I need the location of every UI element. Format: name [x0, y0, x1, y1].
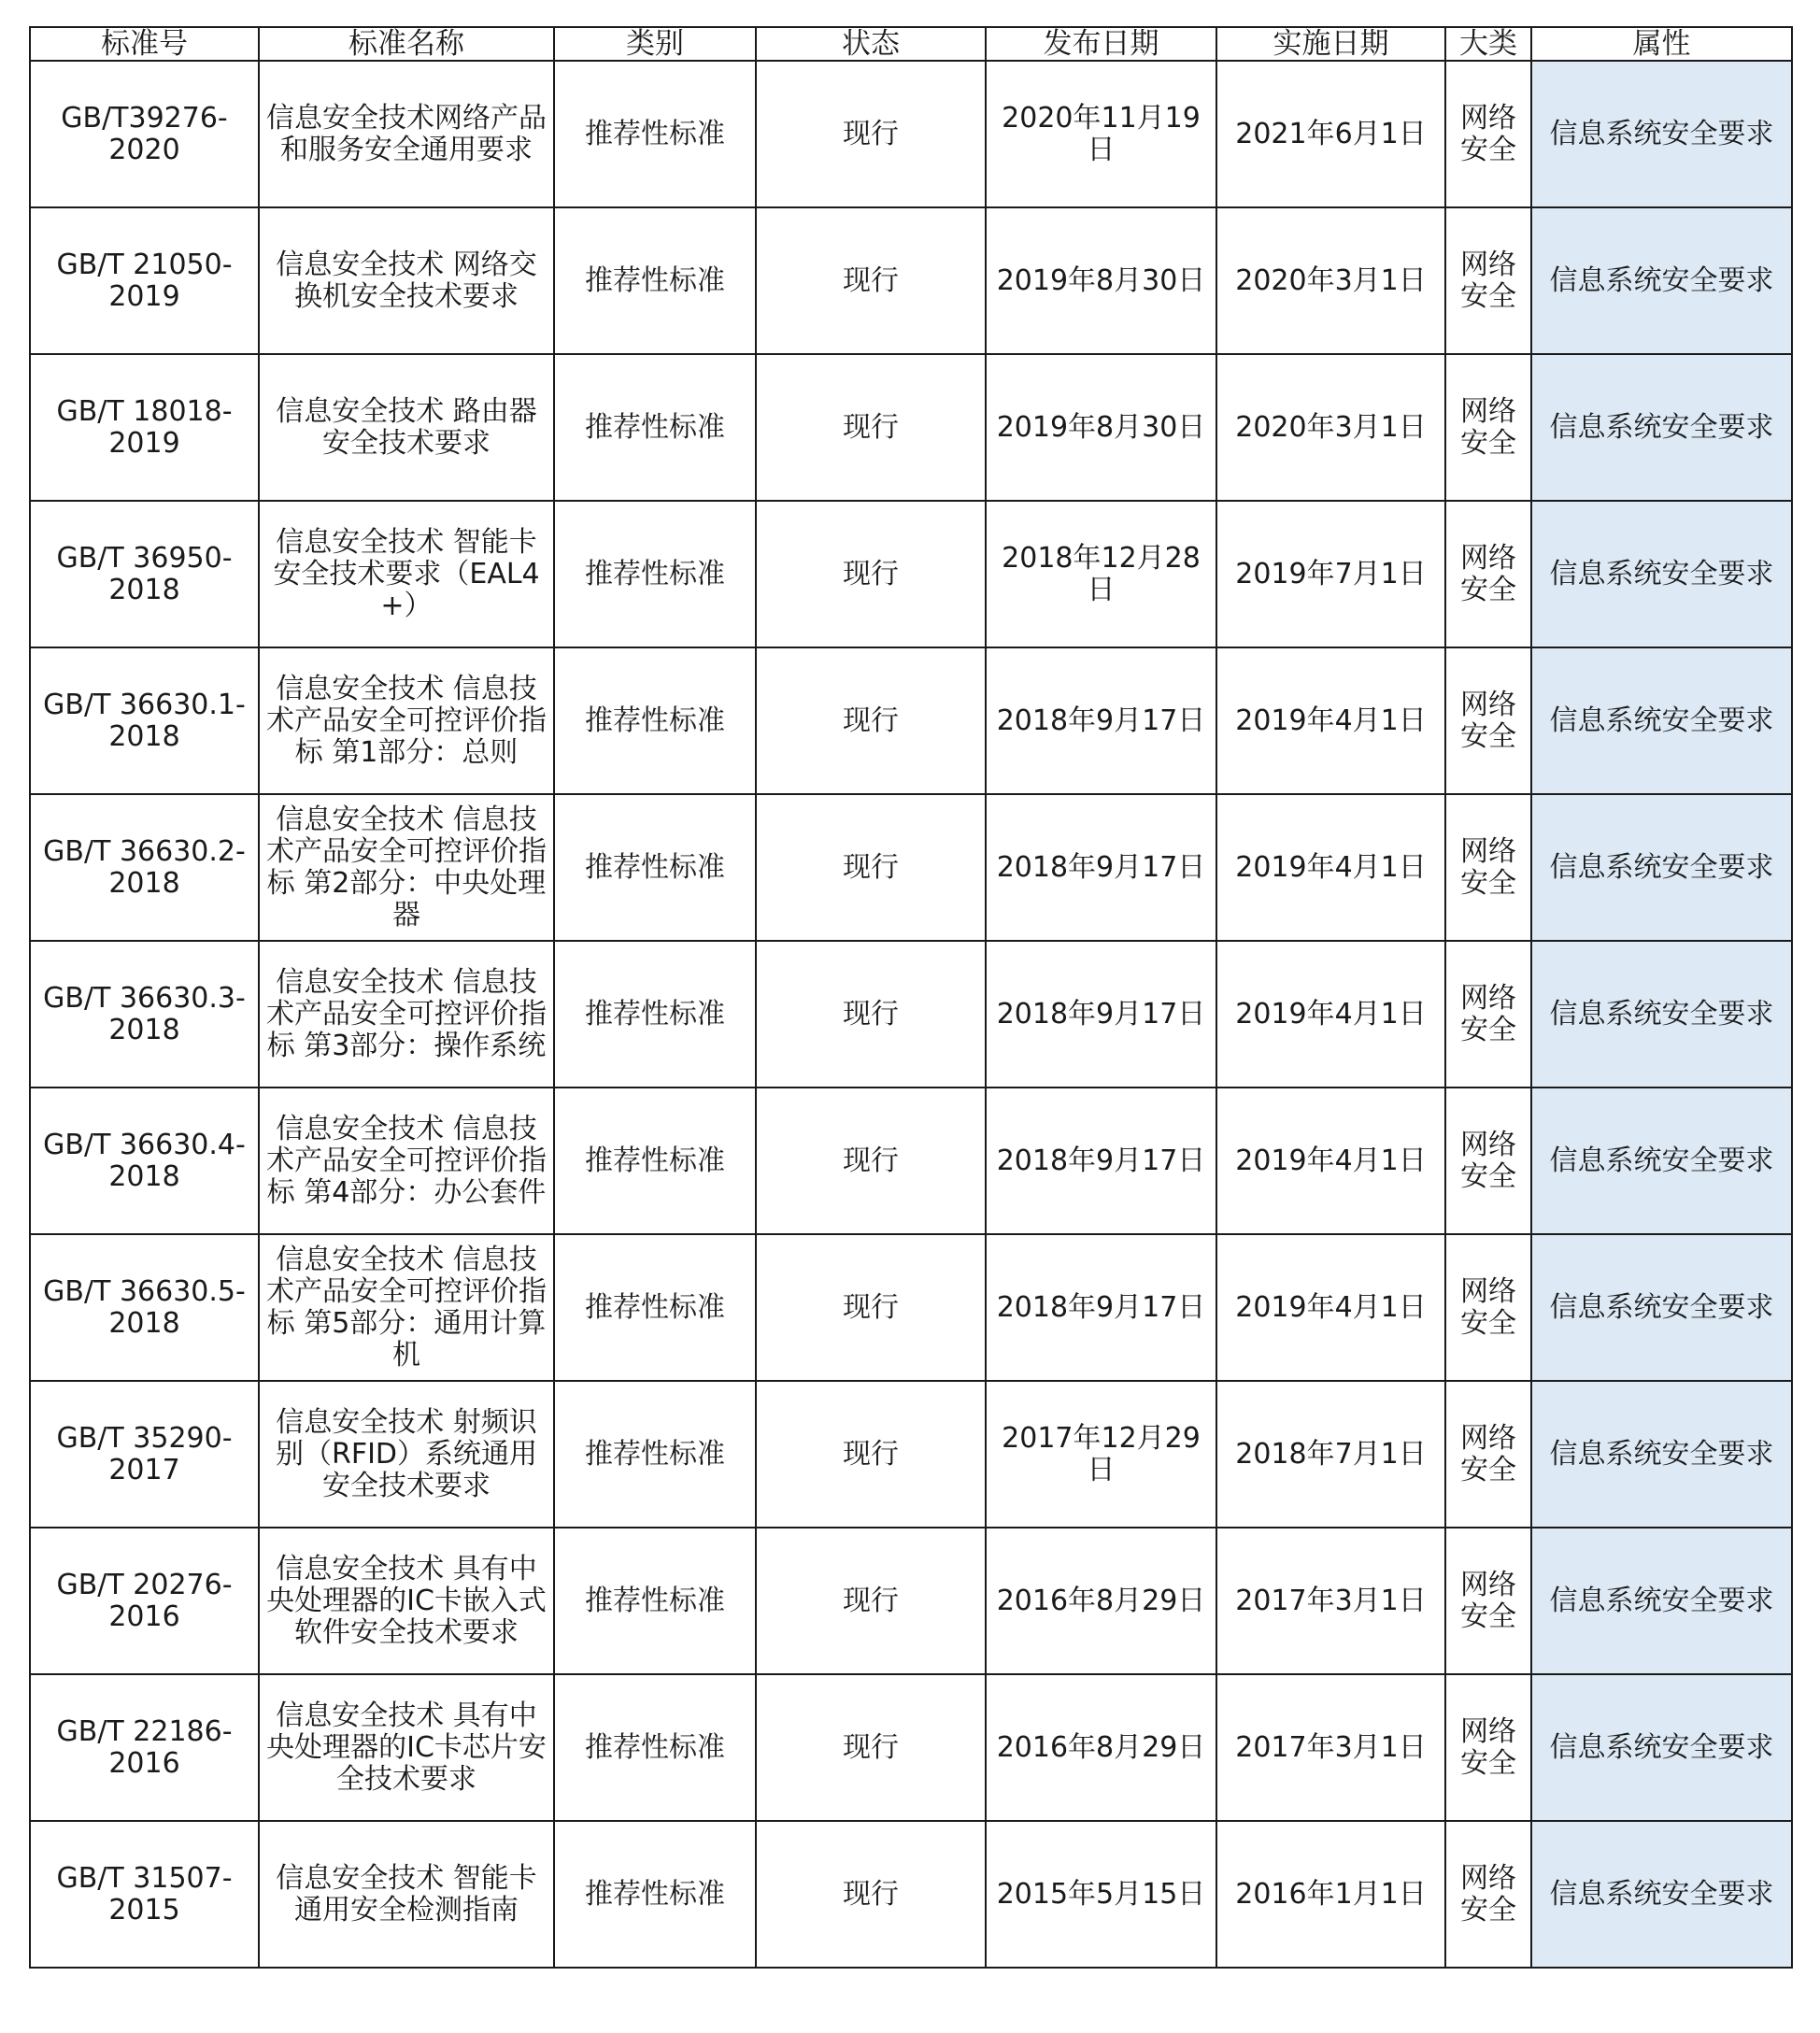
- standard-code-cell: GB/T 36630.5-2018: [30, 1234, 259, 1381]
- status-cell: 现行: [756, 1234, 986, 1381]
- effective-date-cell: 2019年7月1日: [1216, 501, 1445, 647]
- category-cell: 网络安全: [1445, 1528, 1531, 1674]
- published-date-cell: 2019年8月30日: [986, 207, 1216, 354]
- standard-code-cell: GB/T 36630.4-2018: [30, 1088, 259, 1234]
- status-cell: 现行: [756, 1088, 986, 1234]
- standard-name-cell: 信息安全技术 信息技术产品安全可控评价指标 第4部分：办公套件: [259, 1088, 554, 1234]
- effective-date-cell: 2017年3月1日: [1216, 1674, 1445, 1821]
- type-cell: 推荐性标准: [554, 207, 756, 354]
- effective-date-cell: 2019年4月1日: [1216, 647, 1445, 794]
- header-type: 类别: [554, 27, 756, 61]
- table-body: [30, 61, 1792, 1968]
- table-row: [30, 1088, 1792, 1234]
- table-row: [30, 647, 1792, 794]
- standard-code-cell: GB/T 22186-2016: [30, 1674, 259, 1821]
- category-cell: 网络安全: [1445, 1234, 1531, 1381]
- table-row: [30, 794, 1792, 941]
- attribute-cell: 信息系统安全要求: [1531, 794, 1792, 941]
- type-cell: 推荐性标准: [554, 354, 756, 501]
- type-cell: 推荐性标准: [554, 1088, 756, 1234]
- type-cell: 推荐性标准: [554, 647, 756, 794]
- type-cell: 推荐性标准: [554, 1674, 756, 1821]
- effective-date-cell: 2016年1月1日: [1216, 1821, 1445, 1968]
- effective-date-cell: 2020年3月1日: [1216, 207, 1445, 354]
- effective-date-cell: 2019年4月1日: [1216, 1088, 1445, 1234]
- standard-code-cell: GB/T 36630.3-2018: [30, 941, 259, 1088]
- published-date-cell: 2018年12月28日: [986, 501, 1216, 647]
- category-cell: 网络安全: [1445, 1381, 1531, 1528]
- standard-code-cell: GB/T 36630.2-2018: [30, 794, 259, 941]
- status-cell: 现行: [756, 1674, 986, 1821]
- category-cell: 网络安全: [1445, 61, 1531, 207]
- standard-name-cell: 信息安全技术 智能卡安全技术要求（EAL4+）: [259, 501, 554, 647]
- standard-name-cell: 信息安全技术 智能卡通用安全检测指南: [259, 1821, 554, 1968]
- type-cell: 推荐性标准: [554, 941, 756, 1088]
- standards-table: [29, 26, 1793, 1969]
- published-date-cell: 2016年8月29日: [986, 1674, 1216, 1821]
- standard-name-cell: 信息安全技术 路由器安全技术要求: [259, 354, 554, 501]
- category-cell: 网络安全: [1445, 1674, 1531, 1821]
- status-cell: 现行: [756, 501, 986, 647]
- standard-code-cell: GB/T 36950-2018: [30, 501, 259, 647]
- standard-code-cell: GB/T 21050-2019: [30, 207, 259, 354]
- category-cell: 网络安全: [1445, 501, 1531, 647]
- status-cell: 现行: [756, 1381, 986, 1528]
- table-row: [30, 1674, 1792, 1821]
- attribute-cell: 信息系统安全要求: [1531, 501, 1792, 647]
- type-cell: 推荐性标准: [554, 1234, 756, 1381]
- standard-code-cell: GB/T 36630.1-2018: [30, 647, 259, 794]
- type-cell: 推荐性标准: [554, 61, 756, 207]
- standard-name-cell: 信息安全技术 网络交换机安全技术要求: [259, 207, 554, 354]
- standard-name-cell: 信息安全技术网络产品和服务安全通用要求: [259, 61, 554, 207]
- effective-date-cell: 2018年7月1日: [1216, 1381, 1445, 1528]
- standard-code-cell: GB/T39276-2020: [30, 61, 259, 207]
- standard-code-cell: GB/T 18018-2019: [30, 354, 259, 501]
- status-cell: 现行: [756, 941, 986, 1088]
- type-cell: 推荐性标准: [554, 501, 756, 647]
- table-row: [30, 1381, 1792, 1528]
- status-cell: 现行: [756, 61, 986, 207]
- published-date-cell: 2015年5月15日: [986, 1821, 1216, 1968]
- status-cell: 现行: [756, 1821, 986, 1968]
- table-row: [30, 207, 1792, 354]
- category-cell: 网络安全: [1445, 941, 1531, 1088]
- attribute-cell: 信息系统安全要求: [1531, 1674, 1792, 1821]
- category-cell: 网络安全: [1445, 354, 1531, 501]
- type-cell: 推荐性标准: [554, 1821, 756, 1968]
- standard-name-cell: 信息安全技术 信息技术产品安全可控评价指标 第1部分：总则: [259, 647, 554, 794]
- standard-name-cell: 信息安全技术 具有中央处理器的IC卡嵌入式软件安全技术要求: [259, 1528, 554, 1674]
- type-cell: 推荐性标准: [554, 1528, 756, 1674]
- attribute-cell: 信息系统安全要求: [1531, 61, 1792, 207]
- published-date-cell: 2018年9月17日: [986, 794, 1216, 941]
- table-row: [30, 1234, 1792, 1381]
- effective-date-cell: 2019年4月1日: [1216, 1234, 1445, 1381]
- header-attribute: 属性: [1531, 27, 1792, 61]
- table-row: [30, 61, 1792, 207]
- published-date-cell: 2017年12月29日: [986, 1381, 1216, 1528]
- table-row: [30, 354, 1792, 501]
- standard-name-cell: 信息安全技术 信息技术产品安全可控评价指标 第3部分：操作系统: [259, 941, 554, 1088]
- effective-date-cell: 2019年4月1日: [1216, 794, 1445, 941]
- attribute-cell: 信息系统安全要求: [1531, 941, 1792, 1088]
- attribute-cell: 信息系统安全要求: [1531, 207, 1792, 354]
- attribute-cell: 信息系统安全要求: [1531, 1528, 1792, 1674]
- header-effective-date: 实施日期: [1216, 27, 1445, 61]
- header-category: 大类: [1445, 27, 1531, 61]
- attribute-cell: 信息系统安全要求: [1531, 1381, 1792, 1528]
- attribute-cell: 信息系统安全要求: [1531, 647, 1792, 794]
- published-date-cell: 2018年9月17日: [986, 1234, 1216, 1381]
- table-row: [30, 941, 1792, 1088]
- status-cell: 现行: [756, 207, 986, 354]
- effective-date-cell: 2020年3月1日: [1216, 354, 1445, 501]
- table-row: [30, 1821, 1792, 1968]
- attribute-cell: 信息系统安全要求: [1531, 1234, 1792, 1381]
- attribute-cell: 信息系统安全要求: [1531, 1821, 1792, 1968]
- effective-date-cell: 2017年3月1日: [1216, 1528, 1445, 1674]
- standard-code-cell: GB/T 35290-2017: [30, 1381, 259, 1528]
- status-cell: 现行: [756, 354, 986, 501]
- published-date-cell: 2018年9月17日: [986, 941, 1216, 1088]
- published-date-cell: 2018年9月17日: [986, 647, 1216, 794]
- published-date-cell: 2016年8月29日: [986, 1528, 1216, 1674]
- table-row: [30, 501, 1792, 647]
- category-cell: 网络安全: [1445, 647, 1531, 794]
- header-standard-code: 标准号: [30, 27, 259, 61]
- published-date-cell: 2020年11月19日: [986, 61, 1216, 207]
- category-cell: 网络安全: [1445, 207, 1531, 354]
- published-date-cell: 2018年9月17日: [986, 1088, 1216, 1234]
- status-cell: 现行: [756, 794, 986, 941]
- type-cell: 推荐性标准: [554, 794, 756, 941]
- status-cell: 现行: [756, 647, 986, 794]
- type-cell: 推荐性标准: [554, 1381, 756, 1528]
- category-cell: 网络安全: [1445, 794, 1531, 941]
- standard-code-cell: GB/T 31507-2015: [30, 1821, 259, 1968]
- published-date-cell: 2019年8月30日: [986, 354, 1216, 501]
- status-cell: 现行: [756, 1528, 986, 1674]
- header-published-date: 发布日期: [986, 27, 1216, 61]
- effective-date-cell: 2019年4月1日: [1216, 941, 1445, 1088]
- table-row: [30, 1528, 1792, 1674]
- header-row: [30, 27, 1792, 61]
- effective-date-cell: 2021年6月1日: [1216, 61, 1445, 207]
- standard-name-cell: 信息安全技术 射频识别（RFID）系统通用安全技术要求: [259, 1381, 554, 1528]
- standard-code-cell: GB/T 20276-2016: [30, 1528, 259, 1674]
- header-standard-name: 标准名称: [259, 27, 554, 61]
- header-status: 状态: [756, 27, 986, 61]
- standard-name-cell: 信息安全技术 具有中央处理器的IC卡芯片安全技术要求: [259, 1674, 554, 1821]
- standard-name-cell: 信息安全技术 信息技术产品安全可控评价指标 第2部分：中央处理器: [259, 794, 554, 941]
- category-cell: 网络安全: [1445, 1088, 1531, 1234]
- category-cell: 网络安全: [1445, 1821, 1531, 1968]
- attribute-cell: 信息系统安全要求: [1531, 1088, 1792, 1234]
- standard-name-cell: 信息安全技术 信息技术产品安全可控评价指标 第5部分：通用计算机: [259, 1234, 554, 1381]
- attribute-cell: 信息系统安全要求: [1531, 354, 1792, 501]
